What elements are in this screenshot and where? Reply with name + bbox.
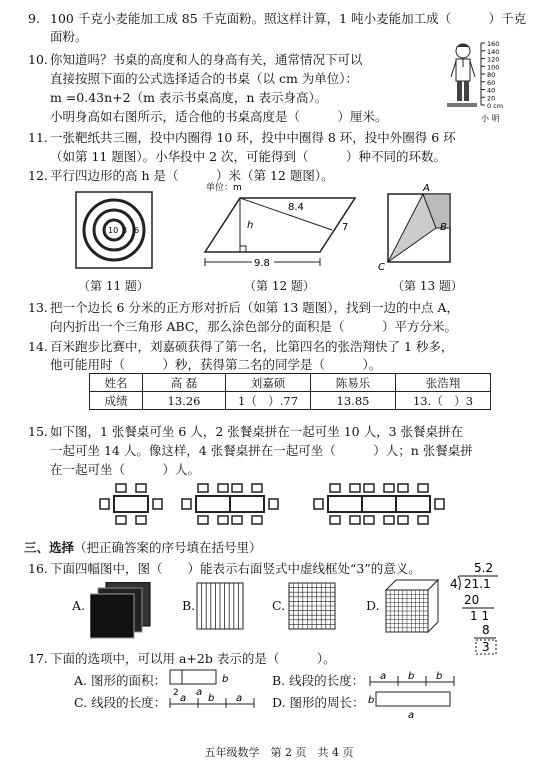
ruler-tick-label: 120	[487, 55, 500, 64]
ruler-tick-label: 20	[487, 94, 496, 103]
q17-b-figure	[368, 666, 458, 690]
ruler-tick-label: 80	[487, 71, 496, 79]
ring-10: 10	[108, 226, 119, 235]
option-b-label: B.	[182, 598, 196, 613]
q10-line2: 直接按照下面的公式选择适合的书桌（以 cm 为单位）：	[50, 71, 359, 86]
side-8-4: 8.4	[288, 202, 304, 213]
ruler-tick-label: 140	[487, 47, 500, 56]
table-cell: 成绩	[90, 392, 143, 410]
step-11: 1 1	[470, 609, 490, 623]
option-a-label: A.	[72, 598, 86, 613]
remainder-3: 3	[482, 640, 490, 654]
q9-line1: 9. 100 千克小麦能加工成 85 千克面粉。照这样计算，1 吨小麦能加工成（ ）千克	[28, 11, 527, 26]
q15-line1: 15. 如下图，1 张餐桌可坐 6 人，2 张餐桌拼在一起可坐 10 人，3 张餐桌拼在	[28, 424, 464, 439]
option-d-label: D.	[366, 598, 380, 613]
option-c-figure	[288, 582, 338, 632]
score-table	[89, 373, 491, 410]
tables-1	[100, 484, 162, 524]
table-row	[90, 392, 491, 410]
point-a: A	[423, 183, 430, 194]
q15-line3: 在一起可坐（ ）人。	[50, 462, 201, 477]
table-header: 姓名	[90, 374, 143, 392]
table-row	[90, 374, 491, 392]
label-b: b	[208, 693, 215, 704]
option-a-figure	[90, 582, 154, 642]
option-c-label: C.	[272, 598, 286, 613]
side-7: 7	[342, 222, 349, 233]
ruler-tick-label: 0 cm	[487, 102, 504, 110]
q9-line2: 面粉。	[50, 29, 88, 44]
person-label: 小 明	[481, 114, 500, 122]
q17-option-a: A. 图形的面积：	[74, 673, 166, 688]
unit-label: 单位：m	[206, 183, 242, 193]
parallelogram-figure	[200, 180, 370, 275]
ruler-tick-label: 100	[487, 63, 500, 72]
q11-line2: （如第 11 题图）。小华投中 2 次，可能得到（ ）种不同的环数。	[50, 149, 447, 164]
label-a: a	[408, 710, 415, 721]
label-2: 2	[173, 688, 179, 698]
table-cell: 1（ ）.77	[226, 392, 311, 410]
divisor: 4	[450, 577, 458, 591]
q17-option-b: B. 线段的长度：	[272, 673, 365, 688]
table-cell: 13.26	[143, 392, 226, 410]
label-a: a	[380, 671, 387, 682]
h-label: h	[247, 220, 254, 231]
boy-figure	[447, 44, 477, 108]
q17-option-c: C. 线段的长度：	[74, 695, 167, 710]
step-8: 8	[482, 623, 490, 637]
table-cell: 13.（ ）3	[396, 392, 491, 410]
section-3-heading: 三、选择（把正确答案的序号填在括号里）	[24, 540, 262, 555]
caption-12: （第 12 题）	[244, 279, 315, 293]
ruler-tick-label: 40	[487, 86, 496, 95]
target-figure	[56, 190, 176, 270]
label-b: b	[222, 674, 229, 685]
q11-line1: 11. 一张靶纸共三圈，投中内圈得 10 环，投中中圈得 8 环，投中外圈得 6 环	[28, 130, 456, 145]
table-header: 张浩翔	[396, 374, 491, 392]
dividend: 21.1	[464, 577, 491, 591]
label-b: b	[408, 671, 415, 682]
q16-line1: 16. 下面四幅图中，图（ ）能表示右面竖式中虚线框处“3”的意义。	[28, 561, 421, 576]
page-footer: 五年级数学 第 2 页 共 4 页	[204, 746, 354, 759]
q14-line1: 14. 百米跑步比赛中，刘嘉硕获得了第一名，比第四名的张浩翔快了 1 秒多，	[28, 339, 454, 354]
step-20: 20	[464, 593, 480, 607]
label-a: a	[236, 693, 243, 704]
q12-line1: 12. 平行四边形的高 h 是（ ）米（第 12 题图）。	[28, 168, 334, 183]
q10-height-figure	[443, 37, 528, 122]
ruler-tick-label: 160	[487, 40, 500, 48]
q17-line1: 17. 下面的选项中，可以用 a+2b 表示的是（ ）。	[28, 651, 336, 666]
caption-13: （第 13 题）	[392, 279, 463, 293]
q10-line4: 小明身高如右图所示，适合他的书桌高度是（ ）厘米。	[50, 109, 388, 124]
table-header: 陈易乐	[311, 374, 396, 392]
tables-2	[182, 484, 278, 524]
q17-d-figure	[366, 688, 456, 722]
q17-option-d: D. 图形的周长：	[272, 695, 365, 710]
ring-6: 6	[134, 226, 140, 235]
q10-line1: 10. 你知道吗？书桌的高度和人的身高有关，通常情况下可以	[28, 52, 363, 67]
ruler-tick-label: 60	[487, 78, 496, 87]
option-d-figure	[384, 578, 440, 634]
label-b: b	[436, 671, 443, 682]
q15-line2: 一起可坐 14 人。像这样，4 张餐桌拼在一起可坐（ ）人；n 张餐桌拼	[50, 443, 473, 458]
table-header: 高 磊	[143, 374, 226, 392]
ring-8: 8	[122, 226, 128, 235]
q10-formula: m =0.43n+2（m 表示书桌高度，n 表示身高）。	[50, 90, 328, 105]
label-b: b	[368, 695, 375, 706]
table-header: 刘嘉硕	[226, 374, 311, 392]
base-9-8: 9.8	[254, 258, 270, 269]
q13-line1: 13. 把一个边长 6 分米的正方形对折后（如第 13 题图），找到一边的中点 A，	[28, 300, 460, 315]
q14-line2: 他可能用时（ ）秒，获得第二名的同学是（ ）。	[50, 357, 382, 372]
point-b: B	[440, 222, 447, 233]
q17-c-figure	[168, 688, 258, 712]
quotient: 5.2	[474, 561, 494, 575]
dining-tables-figure	[92, 482, 512, 526]
label-a: a	[180, 693, 187, 704]
fold-figure	[378, 182, 468, 276]
table-cell: 13.85	[311, 392, 396, 410]
q13-line2: 向内折出一个三角形 ABC，那么涂色部分的面积是（ ）平方分米。	[50, 319, 457, 334]
long-division	[446, 560, 506, 660]
tables-3	[314, 484, 444, 524]
option-b-figure	[196, 582, 246, 632]
point-c: C	[378, 262, 385, 273]
caption-11: （第 11 题）	[78, 279, 149, 293]
label-a: a	[196, 687, 203, 698]
